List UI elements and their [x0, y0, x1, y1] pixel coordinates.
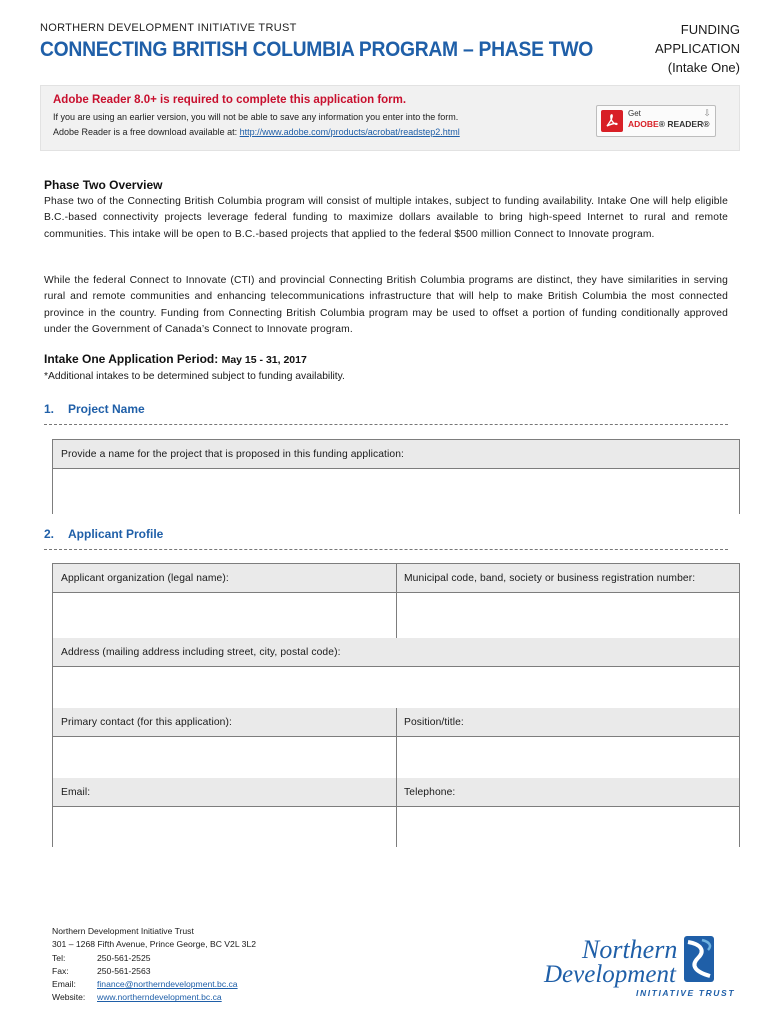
organization-name: NORTHERN DEVELOPMENT INITIATIVE TRUST [40, 22, 297, 34]
row-4-divider [396, 778, 397, 847]
intake-period-dates: May 15 - 31, 2017 [221, 354, 307, 366]
row-1-divider [396, 564, 397, 638]
intake-period-label: Intake One Application Period: [44, 352, 222, 366]
page-title: CONNECTING BRITISH COLUMBIA PROGRAM – PHASE TWO [40, 38, 594, 61]
section-1-heading [44, 402, 145, 416]
logo-initiative-trust: INITIATIVE TRUST [636, 988, 736, 998]
adobe-download-prefix: Adobe Reader is a free download available at: [53, 127, 240, 137]
position-title-input[interactable] [397, 737, 739, 778]
adobe-pdf-icon [601, 110, 623, 132]
section-2-number: 2. [44, 527, 55, 541]
project-name-label: Provide a name for the project that is proposed in this funding application: [53, 440, 739, 469]
adobe-badge-get: Get [628, 109, 641, 118]
footer-org: Northern Development Initiative Trust [52, 926, 194, 936]
footer-website-row [52, 991, 256, 1004]
overview-paragraph-2: While the federal Connect to Innovate (CTI) and provincial Connecting British Columbia programs are distinct, they have similarities in serving rural and remote communities and enhancing telecommunications infrastructure that will help to make British Columbia the most connected province in the country. Funding from Connecting British Columbia program may be used to offset a portion of funding conditionally approved under the Government of Canada’s Connect to Innovate program. [44, 275, 728, 335]
intake-note: *Additional intakes to be determined subject to funding availability. [44, 371, 345, 382]
section-1-divider [44, 424, 728, 425]
applicant-org-label: Applicant organization (legal name): [53, 564, 396, 593]
footer-fax-row [52, 965, 256, 978]
funding-application-label [640, 20, 740, 77]
section-2-title: Applicant Profile [68, 527, 164, 541]
telephone-input[interactable] [397, 807, 739, 847]
section-1-title: Project Name [68, 402, 145, 416]
applicant-org-input[interactable] [53, 593, 396, 638]
footer-email-row [52, 978, 256, 991]
section-2-divider [44, 549, 728, 550]
intake-period [44, 352, 307, 366]
logo-northern: Northern [582, 935, 678, 964]
footer-contact-info [52, 925, 256, 1005]
funding-line-1: FUNDING [680, 22, 740, 37]
download-arrow-icon: ⇩ [703, 108, 711, 118]
logo-river-mark [684, 936, 714, 982]
project-name-table [52, 439, 740, 514]
section-1-number: 1. [44, 402, 55, 416]
project-name-input[interactable] [53, 469, 739, 514]
position-title-label: Position/title: [396, 708, 739, 737]
footer-tel-row [52, 952, 256, 965]
funding-line-2: APPLICATION [654, 41, 740, 56]
registration-number-label: Municipal code, band, society or business registration number: [396, 564, 739, 593]
adobe-badge-adobe: ADOBE [628, 119, 659, 129]
footer-fax: 250-561-2563 [97, 965, 151, 976]
overview-paragraph-1: Phase two of the Connecting British Columbia program will consist of multiple intakes, subject to funding availability. Intake One will help eligible B.C.-based connectivity projects leverage federal funding to maximize dollars available to bring high-speed Internet to rural and remote communities. This intake will be open to B.C.-based projects that applied to the federal $500 million Connect to Innovate program. [44, 196, 728, 240]
funding-line-3: (Intake One) [667, 60, 740, 75]
footer-email-link[interactable]: finance@northerndevelopment.bc.ca [97, 979, 238, 990]
overview-heading: Phase Two Overview [44, 178, 163, 192]
footer-website-link[interactable]: www.northerndevelopment.bc.ca [97, 992, 222, 1003]
footer-address: 301 – 1268 Fifth Avenue, Prince George, BC V2L 3L2 [52, 939, 257, 950]
northern-development-logo [538, 928, 743, 1000]
adobe-reader-notice [40, 85, 740, 151]
adobe-badge-text [628, 119, 709, 129]
section-2-heading [44, 527, 163, 541]
primary-contact-label: Primary contact (for this application): [53, 708, 396, 737]
footer-email-label: Email: [52, 979, 76, 990]
adobe-download-note [53, 127, 460, 137]
primary-contact-input[interactable] [53, 737, 396, 778]
email-input[interactable] [53, 807, 396, 847]
footer-website-label: Website: [52, 992, 86, 1003]
logo-development: Development [544, 961, 676, 988]
registration-number-input[interactable] [397, 593, 739, 638]
applicant-profile-table [52, 563, 740, 847]
get-adobe-reader-button[interactable] [596, 105, 716, 137]
adobe-download-link[interactable]: http://www.adobe.com/products/acrobat/readstep2.html [239, 127, 460, 137]
footer-tel-label: Tel: [52, 952, 66, 963]
telephone-label: Telephone: [396, 778, 739, 807]
address-input[interactable] [53, 667, 739, 708]
row-3-divider [396, 708, 397, 778]
adobe-requirement: Adobe Reader 8.0+ is required to complete this application form. [53, 94, 407, 106]
footer-tel: 250-561-2525 [97, 952, 151, 963]
footer-fax-label: Fax: [52, 965, 69, 976]
address-label: Address (mailing address including street, city, postal code): [53, 638, 739, 667]
adobe-badge-reader: ® READER® [658, 119, 710, 129]
email-label: Email: [53, 778, 396, 807]
adobe-version-note: If you are using an earlier version, you will not be able to save any information you enter into the form. [53, 112, 459, 122]
